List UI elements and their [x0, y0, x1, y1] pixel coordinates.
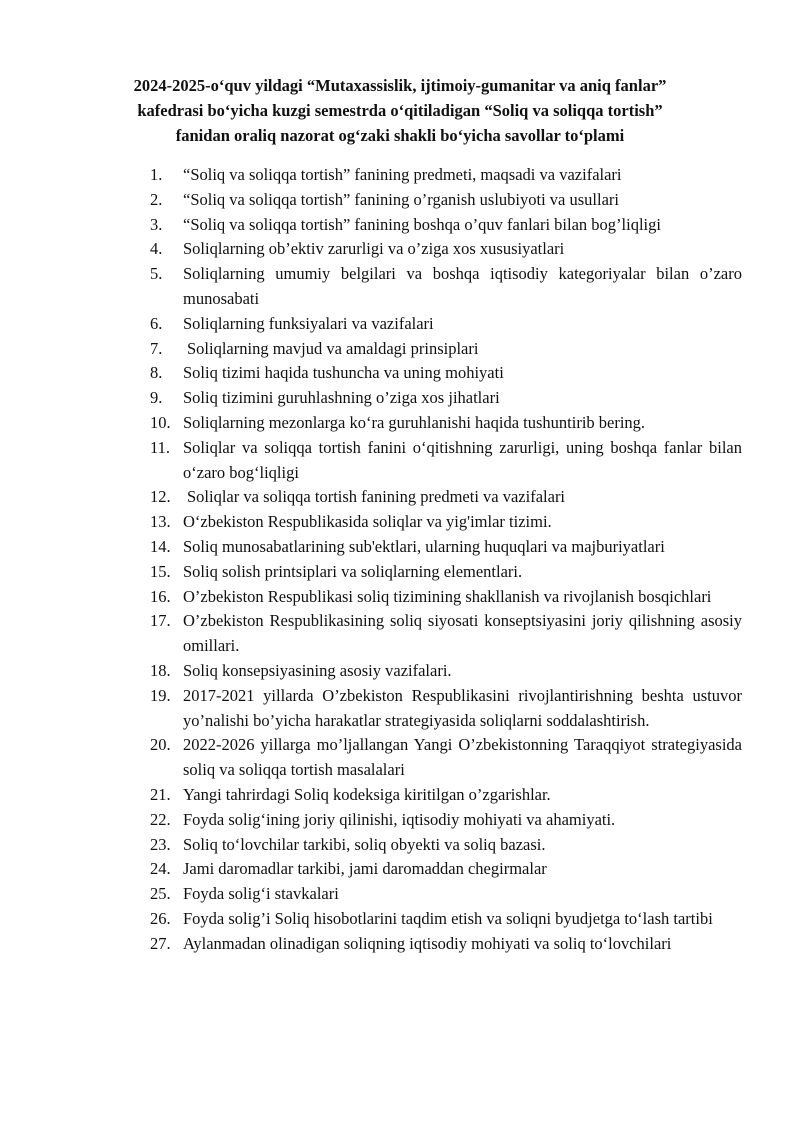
- question-item: [150, 312, 742, 337]
- question-number: 12.: [150, 487, 171, 507]
- question-item: [150, 733, 742, 783]
- question-number: 18.: [150, 660, 171, 680]
- question-text: Soliq tizimini guruhlashning o’ziga xos jihatlari: [183, 388, 500, 408]
- question-text: 2022-2026 yillarga mo’ljallangan Yangi O’zbekistonning Taraqqiyot strategiyasida soliq va soliqqa tortish masalalari: [183, 735, 742, 780]
- question-item: [150, 907, 742, 932]
- question-number: 19.: [150, 685, 171, 705]
- question-number: 7.: [150, 338, 163, 358]
- question-text: Aylanmadan olinadigan soliqning iqtisodiy mohiyati va soliq to‘lovchilari: [183, 933, 672, 953]
- question-text: Soliq to‘lovchilar tarkibi, soliq obyekti va soliq bazasi.: [183, 834, 546, 854]
- question-number: 26.: [150, 908, 171, 928]
- question-text: Soliqlar va soliqqa tortish fanini o‘qitishning zarurligi, uning boshqa fanlar bilan o‘zaro bog‘liqligi: [183, 437, 742, 482]
- question-item: [150, 485, 742, 510]
- question-text: Soliqlar va soliqqa tortish fanining predmeti va vazifalari: [187, 487, 566, 507]
- question-text: Yangi tahrirdagi Soliq kodeksiga kiritilgan o’zgarishlar.: [183, 784, 551, 804]
- question-text: Foyda solig’i Soliq hisobotlarini taqdim etish va soliqni byudjetga to‘lash tartibi: [183, 908, 713, 928]
- question-item: [150, 337, 742, 362]
- question-number: 5.: [150, 264, 163, 284]
- question-text: O’zbekiston Respublikasi soliq tizimining shakllanish va rivojlanish bosqichlari: [183, 586, 712, 606]
- question-text: Foyda solig‘i stavkalari: [183, 884, 339, 904]
- question-item: [150, 361, 742, 386]
- question-text: Soliqlarning mavjud va amaldagi prinsiplari: [187, 338, 479, 358]
- question-number: 27.: [150, 933, 171, 953]
- question-number: 17.: [150, 611, 171, 631]
- question-number: 15.: [150, 561, 171, 581]
- question-item: [150, 857, 742, 882]
- question-item: [150, 585, 742, 610]
- question-number: 21.: [150, 784, 171, 804]
- question-number: 1.: [150, 165, 163, 184]
- question-number: 24.: [150, 859, 171, 879]
- question-item: [150, 932, 742, 957]
- question-text: “Soliq va soliqqa tortish” fanining o’rganish uslubiyoti va usullari: [183, 189, 619, 209]
- document-title: [100, 73, 700, 148]
- question-number: 25.: [150, 884, 171, 904]
- question-number: 6.: [150, 313, 163, 333]
- question-number: 14.: [150, 536, 171, 556]
- question-item: [150, 783, 742, 808]
- question-item: [150, 237, 742, 262]
- question-item: [150, 535, 742, 560]
- question-number: 16.: [150, 586, 171, 606]
- question-number: 20.: [150, 735, 171, 755]
- question-item: [150, 436, 742, 486]
- question-text: Soliq solish printsiplari va soliqlarning elementlari.: [183, 561, 523, 581]
- question-text: Jami daromadlar tarkibi, jami daromaddan chegirmalar: [183, 859, 547, 879]
- question-number: 4.: [150, 239, 163, 259]
- question-item: [150, 659, 742, 684]
- question-number: 23.: [150, 834, 171, 854]
- question-number: 3.: [150, 214, 163, 234]
- question-number: 8.: [150, 363, 163, 383]
- question-text: 2017-2021 yillarda O’zbekiston Respublikasini rivojlantirishning beshta ustuvor yo’nalishi bo’yicha harakatlar strategiyasida soliqlarni soddalashtirish.: [183, 685, 742, 730]
- title-line-2: kafedrasi bo‘yicha kuzgi semestrda o‘qitiladigan “Soliq va soliqqa tortish”: [137, 101, 663, 120]
- question-item: [150, 882, 742, 907]
- question-item: [150, 833, 742, 858]
- question-text: “Soliq va soliqqa tortish” fanining predmeti, maqsadi va vazifalari: [183, 165, 622, 184]
- question-number: 10.: [150, 412, 171, 432]
- question-text: Soliq munosabatlarining sub'ektlari, ularning huquqlari va majburiyatlari: [183, 536, 665, 556]
- title-line-1: 2024-2025-o‘quv yildagi “Mutaxassislik, ijtimoiy-gumanitar va aniq fanlar”: [133, 76, 667, 95]
- question-item: [150, 808, 742, 833]
- question-item: [150, 411, 742, 436]
- question-text: Soliqlarning ob’ektiv zarurligi va o’ziga xos xususiyatlari: [183, 239, 565, 259]
- question-number: 9.: [150, 388, 163, 408]
- question-text: Soliq tizimi haqida tushuncha va uning mohiyati: [183, 363, 504, 383]
- question-text: Soliqlarning umumiy belgilari va boshqa iqtisodiy kategoriyalar bilan o’zaro munosabati: [183, 264, 742, 308]
- question-number: 2.: [150, 189, 163, 209]
- questions-list: [150, 163, 742, 957]
- question-text: Foyda solig‘ining joriy qilinishi, iqtisodiy mohiyati va ahamiyati.: [183, 809, 616, 829]
- question-item: [150, 510, 742, 535]
- question-item: [150, 386, 742, 411]
- question-text: Soliqlarning mezonlarga ko‘ra guruhlanishi haqida tushuntirib bering.: [183, 412, 646, 432]
- question-item: [150, 188, 742, 213]
- question-text: O’zbekiston Respublikasining soliq siyosati konseptsiyasini joriy qilishning asosiy omillari.: [183, 611, 742, 656]
- question-item: [150, 213, 742, 238]
- question-item: [150, 163, 742, 188]
- question-text: “Soliq va soliqqa tortish” fanining boshqa o’quv fanlari bilan bog’liqligi: [183, 214, 661, 234]
- question-item: [150, 560, 742, 585]
- question-text: Soliq konsepsiyasining asosiy vazifalari.: [183, 660, 452, 680]
- question-item: [150, 609, 742, 659]
- question-item: [150, 262, 742, 312]
- question-text: Soliqlarning funksiyalari va vazifalari: [183, 313, 434, 333]
- question-text: O‘zbekiston Respublikasida soliqlar va yig'imlar tizimi.: [183, 512, 552, 532]
- question-item: [150, 684, 742, 734]
- question-number: 13.: [150, 512, 171, 532]
- title-line-3: fanidan oraliq nazorat og‘zaki shakli bo‘yicha savollar to‘plami: [175, 126, 625, 145]
- question-number: 11.: [150, 437, 171, 457]
- question-number: 22.: [150, 809, 171, 829]
